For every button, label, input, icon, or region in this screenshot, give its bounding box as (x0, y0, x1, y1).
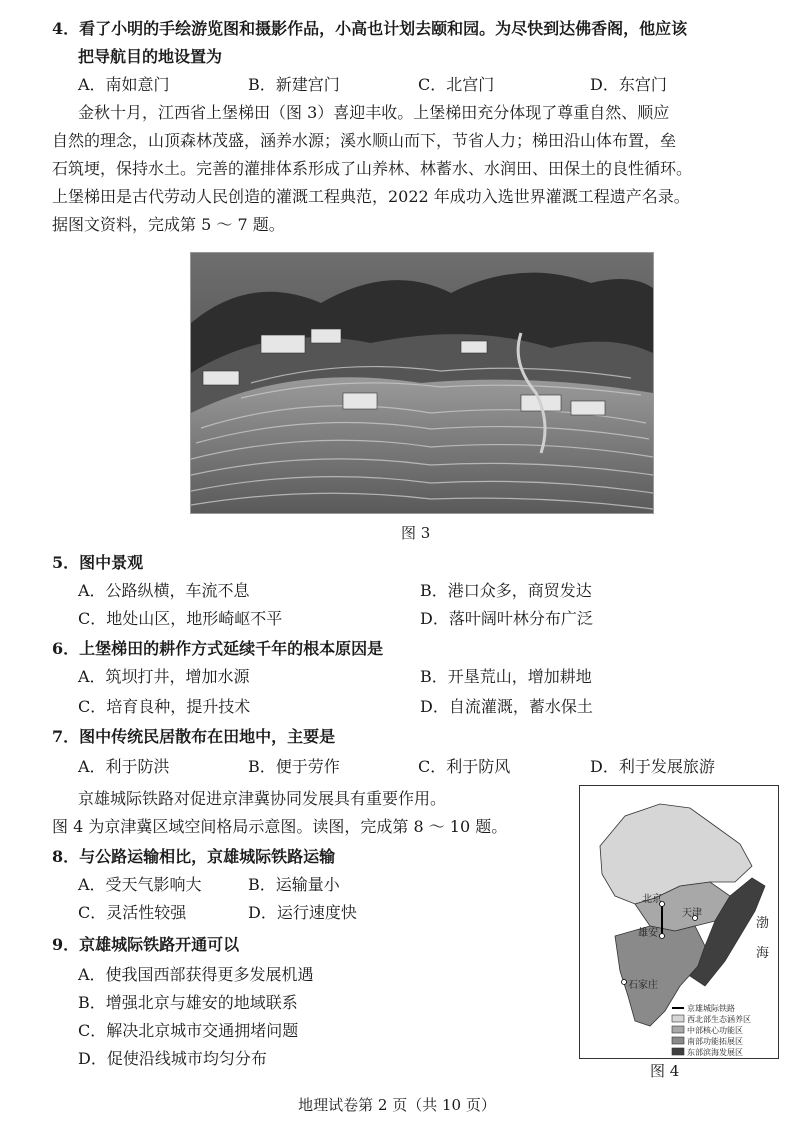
passage1-line5: 据图文资料，完成第 5 ～ 7 题。 (52, 215, 285, 234)
q9-option-d[interactable]: D．促使沿线城市均匀分布 (78, 1049, 267, 1068)
page-footer: 地理试卷第 2 页（共 10 页） (298, 1096, 496, 1114)
q5-option-b[interactable]: B．港口众多，商贸发达 (420, 581, 592, 600)
q8-option-c[interactable]: C．灵活性较强 (78, 903, 187, 922)
q9-option-c[interactable]: C．解决北京城市交通拥堵问题 (78, 1021, 299, 1040)
q8-option-b[interactable]: B．运输量小 (248, 875, 340, 894)
q8-option-a[interactable]: A．受天气影响大 (78, 875, 202, 894)
passage1-line1: 金秋十月，江西省上堡梯田（图 3）喜迎丰收。上堡梯田充分体现了尊重自然、顺应 (78, 103, 670, 122)
q7-option-a[interactable]: A．利于防洪 (78, 757, 170, 776)
q8-stem: 8．与公路运输相比，京雄城际铁路运输 (52, 847, 336, 866)
passage1-line2: 自然的理念，山顶森林茂盛，涵养水源；溪水顺山而下，节省人力；梯田沿山体布置，垒 (52, 131, 677, 150)
q8-option-d[interactable]: D．运行速度快 (248, 903, 357, 922)
legend-east: 东部滨海发展区 (687, 1048, 743, 1057)
q7-option-b[interactable]: B．便于劳作 (248, 757, 340, 776)
q4-option-c[interactable]: C．北宫门 (418, 75, 495, 94)
q7-stem: 7．图中传统民居散布在田地中，主要是 (52, 727, 336, 746)
legend-swatch-core (672, 1026, 684, 1033)
terrace-photo (190, 252, 654, 514)
legend-swatch-south (672, 1037, 684, 1044)
legend-swatch-northwest (672, 1015, 684, 1022)
q4-option-d[interactable]: D．东宫门 (590, 75, 667, 94)
terrace-photo-drawing (191, 253, 653, 513)
legend-swatch-east (672, 1048, 684, 1055)
q6-stem: 6．上堡梯田的耕作方式延续千年的根本原因是 (52, 639, 384, 658)
figure3-caption: 图 3 (401, 524, 431, 542)
sea-label-2: 海 (756, 946, 770, 961)
q4-stem-line2: 把导航目的地设置为 (78, 47, 223, 66)
q9-stem: 9．京雄城际铁路开通可以 (52, 935, 240, 954)
legend-railway: 京雄城际铁路 (687, 1004, 735, 1013)
figure4-caption: 图 4 (650, 1062, 680, 1080)
figure4-map (579, 785, 779, 1059)
passage2-line1: 京雄城际铁路对促进京津冀协同发展具有重要作用。 (78, 789, 447, 808)
legend-south: 南部功能拓展区 (687, 1037, 743, 1046)
sea-label-1: 渤 (756, 916, 770, 931)
city-beijing: 北京 (642, 894, 662, 905)
city-shijiazhuang: 石家庄 (628, 980, 658, 991)
q4-option-a[interactable]: A．南如意门 (78, 75, 170, 94)
q5-option-a[interactable]: A．公路纵横，车流不息 (78, 581, 250, 600)
city-xiongan: 雄安 (638, 928, 658, 939)
q4-option-b[interactable]: B．新建宫门 (248, 75, 340, 94)
q7-option-d[interactable]: D．利于发展旅游 (590, 757, 715, 776)
q9-option-b[interactable]: B．增强北京与雄安的地域联系 (78, 993, 298, 1012)
q5-stem: 5．图中景观 (52, 553, 144, 572)
q9-option-a[interactable]: A．使我国西部获得更多发展机遇 (78, 965, 314, 984)
q6-option-b[interactable]: B．开垦荒山，增加耕地 (420, 667, 592, 686)
q6-option-d[interactable]: D．自流灌溉，蓄水保土 (420, 697, 593, 716)
legend-northwest: 西北部生态涵养区 (687, 1015, 751, 1024)
legend-core: 中部核心功能区 (687, 1026, 743, 1035)
q4-stem-line1: 4．看了小明的手绘游览图和摄影作品，小高也计划去颐和园。为尽快到达佛香阁，他应该 (52, 19, 688, 38)
city-tianjin: 天津 (682, 908, 702, 919)
q7-option-c[interactable]: C．利于防风 (418, 757, 511, 776)
q5-option-d[interactable]: D．落叶阔叶林分布广泛 (420, 609, 593, 628)
q6-option-a[interactable]: A．筑坝打井，增加水源 (78, 667, 250, 686)
q6-option-c[interactable]: C．培育良种，提升技术 (78, 697, 251, 716)
passage2-line2: 图 4 为京津冀区域空间格局示意图。读图，完成第 8 ～ 10 题。 (52, 817, 508, 836)
passage1-line3: 石筑埂，保持水土。完善的灌排体系形成了山养林、林蓄水、水润田、田保土的良性循环。 (52, 159, 693, 178)
q5-option-c[interactable]: C．地处山区，地形崎岖不平 (78, 609, 283, 628)
passage1-line4: 上堡梯田是古代劳动人民创造的灌溉工程典范，2022 年成功入选世界灌溉工程遗产名录。 (52, 187, 690, 206)
